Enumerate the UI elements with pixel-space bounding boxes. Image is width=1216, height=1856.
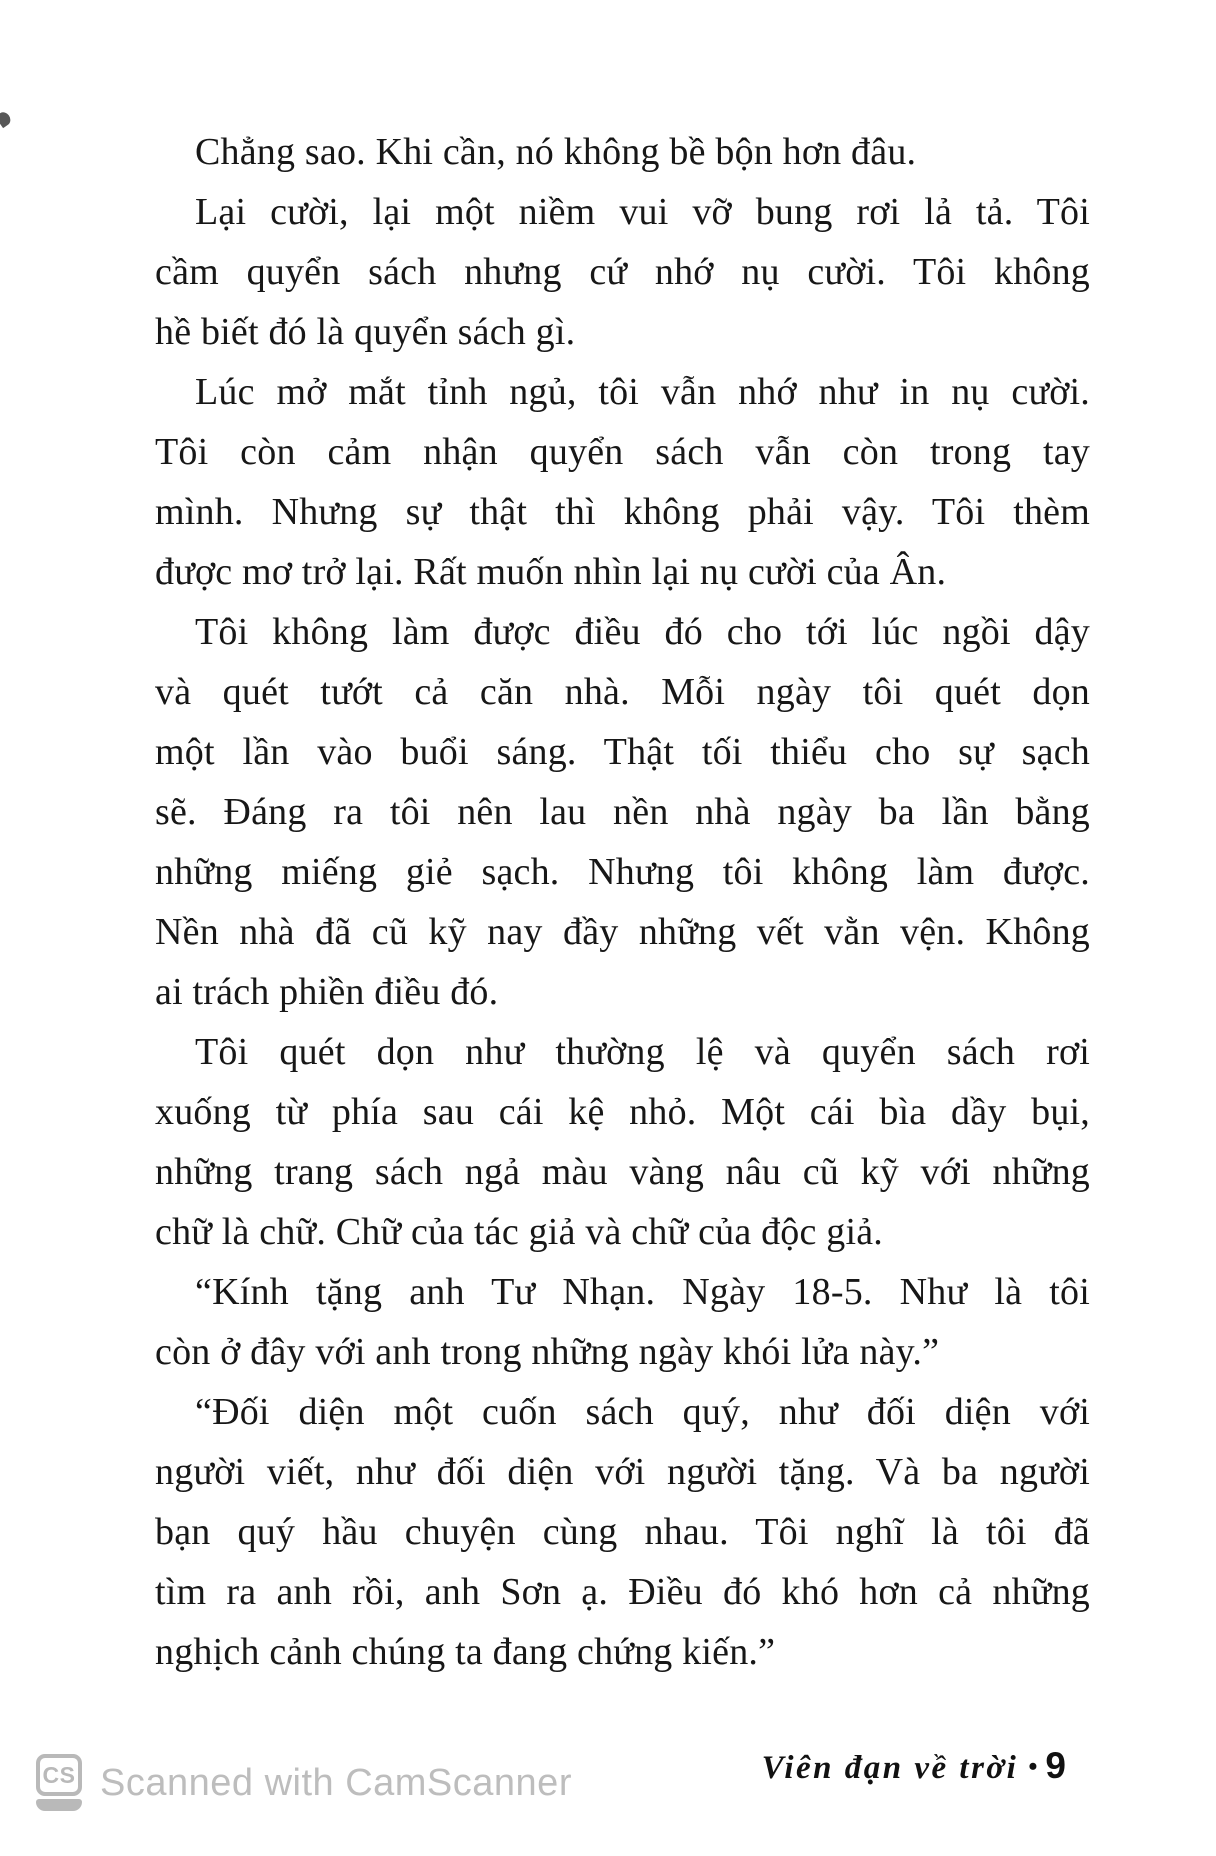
text-line: Chẳng sao. Khi cần, nó không bề bộn hơn đâu. bbox=[195, 131, 917, 173]
text-line: tìm ra anh rồi, anh Sơn ạ. Điều đó khó hơn cả những bbox=[155, 1571, 1090, 1613]
paragraph bbox=[155, 1022, 1090, 1262]
text-line: xuống từ phía sau cái kệ nhỏ. Một cái bìa dầy bụi, bbox=[155, 1091, 1090, 1133]
paragraph bbox=[155, 182, 1090, 362]
text-line: những trang sách ngả màu vàng nâu cũ kỹ với những bbox=[155, 1151, 1090, 1193]
text-line: Lúc mở mắt tỉnh ngủ, tôi vẫn nhớ như in nụ cười. bbox=[195, 371, 1090, 413]
text-line: Tôi không làm được điều đó cho tới lúc ngồi dậy bbox=[195, 611, 1090, 653]
text-line: những miếng giẻ sạch. Nhưng tôi không làm được. bbox=[155, 851, 1090, 893]
text-line: “Kính tặng anh Tư Nhạn. Ngày 18-5. Như là tôi bbox=[195, 1271, 1090, 1313]
page-footer bbox=[762, 1745, 1066, 1787]
text-line: cầm quyển sách nhưng cứ nhớ nụ cười. Tôi không bbox=[155, 251, 1090, 293]
page-text bbox=[155, 122, 1090, 1682]
text-line: ai trách phiền điều đó. bbox=[155, 971, 499, 1013]
text-line: Tôi quét dọn như thường lệ và quyển sách rơi bbox=[195, 1031, 1090, 1073]
running-title: Viên đạn về trời bbox=[761, 1750, 1019, 1786]
text-line: Nền nhà đã cũ kỹ nay đầy những vết vằn vện. Không bbox=[155, 911, 1090, 953]
footer-separator: • bbox=[1028, 1752, 1038, 1781]
text-line: Tôi còn cảm nhận quyển sách vẫn còn trong tay bbox=[155, 431, 1090, 473]
camscanner-icon bbox=[36, 1754, 82, 1812]
page-number: 9 bbox=[1045, 1745, 1066, 1786]
text-line: mình. Nhưng sự thật thì không phải vậy. Tôi thèm bbox=[155, 491, 1090, 533]
text-line: người viết, như đối diện với người tặng. Và ba người bbox=[155, 1451, 1090, 1493]
text-line: được mơ trở lại. Rất muốn nhìn lại nụ cười của Ân. bbox=[155, 551, 947, 593]
text-line: chữ là chữ. Chữ của tác giả và chữ của độc giả. bbox=[155, 1211, 883, 1253]
text-line: sẽ. Đáng ra tôi nên lau nền nhà ngày ba lần bằng bbox=[155, 791, 1090, 833]
text-line: còn ở đây với anh trong những ngày khói lửa này.” bbox=[155, 1331, 940, 1373]
paragraph bbox=[155, 1382, 1090, 1682]
text-line: và quét tướt cả căn nhà. Mỗi ngày tôi quét dọn bbox=[155, 671, 1090, 713]
camscanner-icon-strip bbox=[36, 1799, 82, 1811]
text-line: “Đối diện một cuốn sách quý, như đối diện với bbox=[195, 1391, 1090, 1433]
camscanner-watermark bbox=[36, 1754, 572, 1812]
paragraph bbox=[155, 122, 1090, 182]
text-line: nghịch cảnh chúng ta đang chứng kiến.” bbox=[155, 1631, 776, 1673]
paragraph bbox=[155, 362, 1090, 602]
text-line: một lần vào buổi sáng. Thật tối thiểu cho sự sạch bbox=[155, 731, 1090, 773]
paragraph bbox=[155, 602, 1090, 1022]
text-line: bạn quý hầu chuyện cùng nhau. Tôi nghĩ là tôi đã bbox=[155, 1511, 1090, 1553]
camscanner-text: Scanned with CamScanner bbox=[100, 1762, 572, 1804]
text-line: Lại cười, lại một niềm vui vỡ bung rơi lả tả. Tôi bbox=[195, 191, 1090, 233]
text-line: hề biết đó là quyển sách gì. bbox=[155, 311, 576, 353]
paragraph bbox=[155, 1262, 1090, 1382]
scan-artifact bbox=[0, 110, 13, 128]
camscanner-icon-label: CS bbox=[36, 1754, 82, 1796]
